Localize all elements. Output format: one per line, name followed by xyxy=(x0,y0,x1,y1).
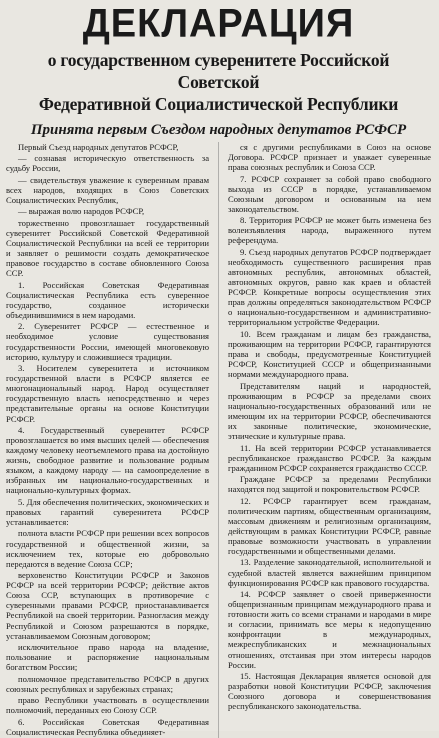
paragraph: 8. Территория РСФСР не может быть изменена без волеизъявления народа, выраженного путем референдума. xyxy=(228,215,432,246)
byline: Принята первым Съездом народных депутатов РСФСР xyxy=(30,122,407,138)
paragraph: полнота власти РСФСР при решении всех вопросов государственной и общественной жизни, за исключением тех, которые ею добровольно передаются в ведение Союза ССР; xyxy=(6,528,210,569)
paragraph: — свидетельствуя уважение к суверенным правам всех народов, входящих в Союз Советских Социалистических Республик, xyxy=(6,174,210,206)
paragraph: 7. РСФСР сохраняет за собой право свободного выхода из СССР в порядке, устанавливаемом Союзным договором и основанным на нем законодательством. xyxy=(228,173,432,214)
paragraph: Граждане РСФСР за пределами Республики находятся под защитой и покровительством РСФСР. xyxy=(228,474,432,495)
subtitle-line-1: о государственном суверенитете Российской Советской xyxy=(47,50,390,92)
paragraph: 6. Российская Советская Федеративная Социалистическая Республика объединяет- xyxy=(6,716,210,737)
paragraph: ся с другими республиками в Союз на основе Договора. РСФСР признает и уважает суверенные права союзных республик и Союза ССР. xyxy=(228,142,432,173)
paragraph: 13. Разделение законодательной, исполнительной и судебной властей является важнейшим принципом функционирования РСФСР как правового государства. xyxy=(228,557,432,588)
paragraph: Представителям наций и народностей, проживающим в РСФСР за пределами своих национально-государственных образований или не имеющим их на территории РСФСР, обеспечиваются их законные политические, экономические, этнические и культурные права. xyxy=(228,380,432,442)
paragraph: 5. Для обеспечения политических, экономических и правовых гарантий суверенитета РСФСР устанавливается: xyxy=(6,496,210,528)
paragraph: 11. На всей территории РСФСР устанавливается республиканское гражданство РСФСР. За каждым гражданином РСФСР сохраняется гражданство СССР. xyxy=(228,442,432,473)
column-divider xyxy=(218,142,219,738)
page-title: ДЕКЛАРАЦИЯ xyxy=(82,1,355,47)
subtitle-line-2: Федеративной Социалистической Республики xyxy=(38,94,399,114)
column-left xyxy=(6,142,209,738)
paragraph: — выражая волю народов РСФСР, xyxy=(18,206,145,217)
paragraph: 9. Съезд народных депутатов РСФСР подтверждает необходимость существенного расширения прав автономных республик, автономных областей, автономных округов, равно как краев и областей РСФСР. Конкретные вопросы осуществления этих прав должны определяться законодательством РСФСР о национально-государственном и административно-территориальном устройстве Федерации. xyxy=(228,246,432,328)
paragraph: право Республики участвовать в осуществлении полномочий, переданных ею Союзу ССР. xyxy=(6,695,210,716)
paragraph: исключительное право народа на владение, пользование и распоряжение национальным богатством России; xyxy=(6,642,210,673)
paragraph: 12. РСФСР гарантирует всем гражданам, политическим партиям, общественным организациям, массовым движениям и религиозным организациям, действующим в рамках Конституции РСФСР, равные правовые возможности участвовать в управлении государственными и общественными делами. xyxy=(228,495,432,557)
paragraph: верховенство Конституции РСФСР и Законов РСФСР на всей территории РСФСР; действие актов Союза ССР, вступающих в противоречие с суверенными правами РСФСР, приостанавливается Республикой на своей территории. Разногласия между Республикой и Союзом разрешаются в порядке, устанавливаемом Союзным договором; xyxy=(6,570,210,641)
paragraph: 3. Носителем суверенитета и источником государственной власти в РСФСР является ее многонациональный народ. Народ осуществляет государственную власть непосредственно и через представительные органы на основе Конституции РСФСР. xyxy=(6,363,210,424)
paragraph: 15. Настоящая Декларация является основой для разработки новой Конституции РСФСР, заключения Союзного договора и совершенствования республиканского законодательства. xyxy=(228,671,432,712)
paragraph: — сознавая историческую ответственность за судьбу России, xyxy=(6,153,210,174)
paragraph: 2. Суверенитет РСФСР — естественное и необходимое условие существования государственности России, имеющей многовековую историю, культуру и сложившиеся традиции. xyxy=(6,321,210,362)
paragraph: полномочное представительство РСФСР в других союзных республиках и зарубежных странах; xyxy=(6,673,210,694)
paragraph: Первый Съезд народных депутатов РСФСР, xyxy=(18,142,179,152)
column-right xyxy=(228,142,431,713)
paragraph: торжественно провозглашает государственный суверенитет Российской Советской Федеративной Социалистической Республики на всей ее территории и заявляет о решимости создать демократическое правовое государство в составе обновленного Союза ССР. xyxy=(6,217,210,279)
paragraph: 14. РСФСР заявляет о своей приверженности общепризнанным принципам международного права и готовности жить со всеми странами и народами в мире и согласии, принимать все меры к недопущению конфронтации в международных, межреспубликанских и межнациональных отношениях, отстаивая при этом интересы народов России. xyxy=(228,589,432,670)
subtitle xyxy=(6,49,431,115)
paragraph: 4. Государственный суверенитет РСФСР провозглашается во имя высших целей — обеспечения каждому человеку неотъемлемого права на достойную жизнь, свободное развитие и пользование родным языком, а каждому народу — на самоопределение в избранных им национально-государственных и национально-культурных формах. xyxy=(6,424,210,496)
article-columns xyxy=(6,142,431,738)
paragraph: 10. Всем гражданам и лицам без гражданства, проживающим на территории РСФСР, гарантируются права и свободы, предусмотренные Конституцией РСФСР, Конституцией СССР и общепризнанными нормами международного права. xyxy=(228,328,432,380)
paragraph: 1. Российская Советская Федеративная Социалистическая Республика есть суверенное государство, созданное исторически объединившимися в нем народами. xyxy=(6,279,210,320)
